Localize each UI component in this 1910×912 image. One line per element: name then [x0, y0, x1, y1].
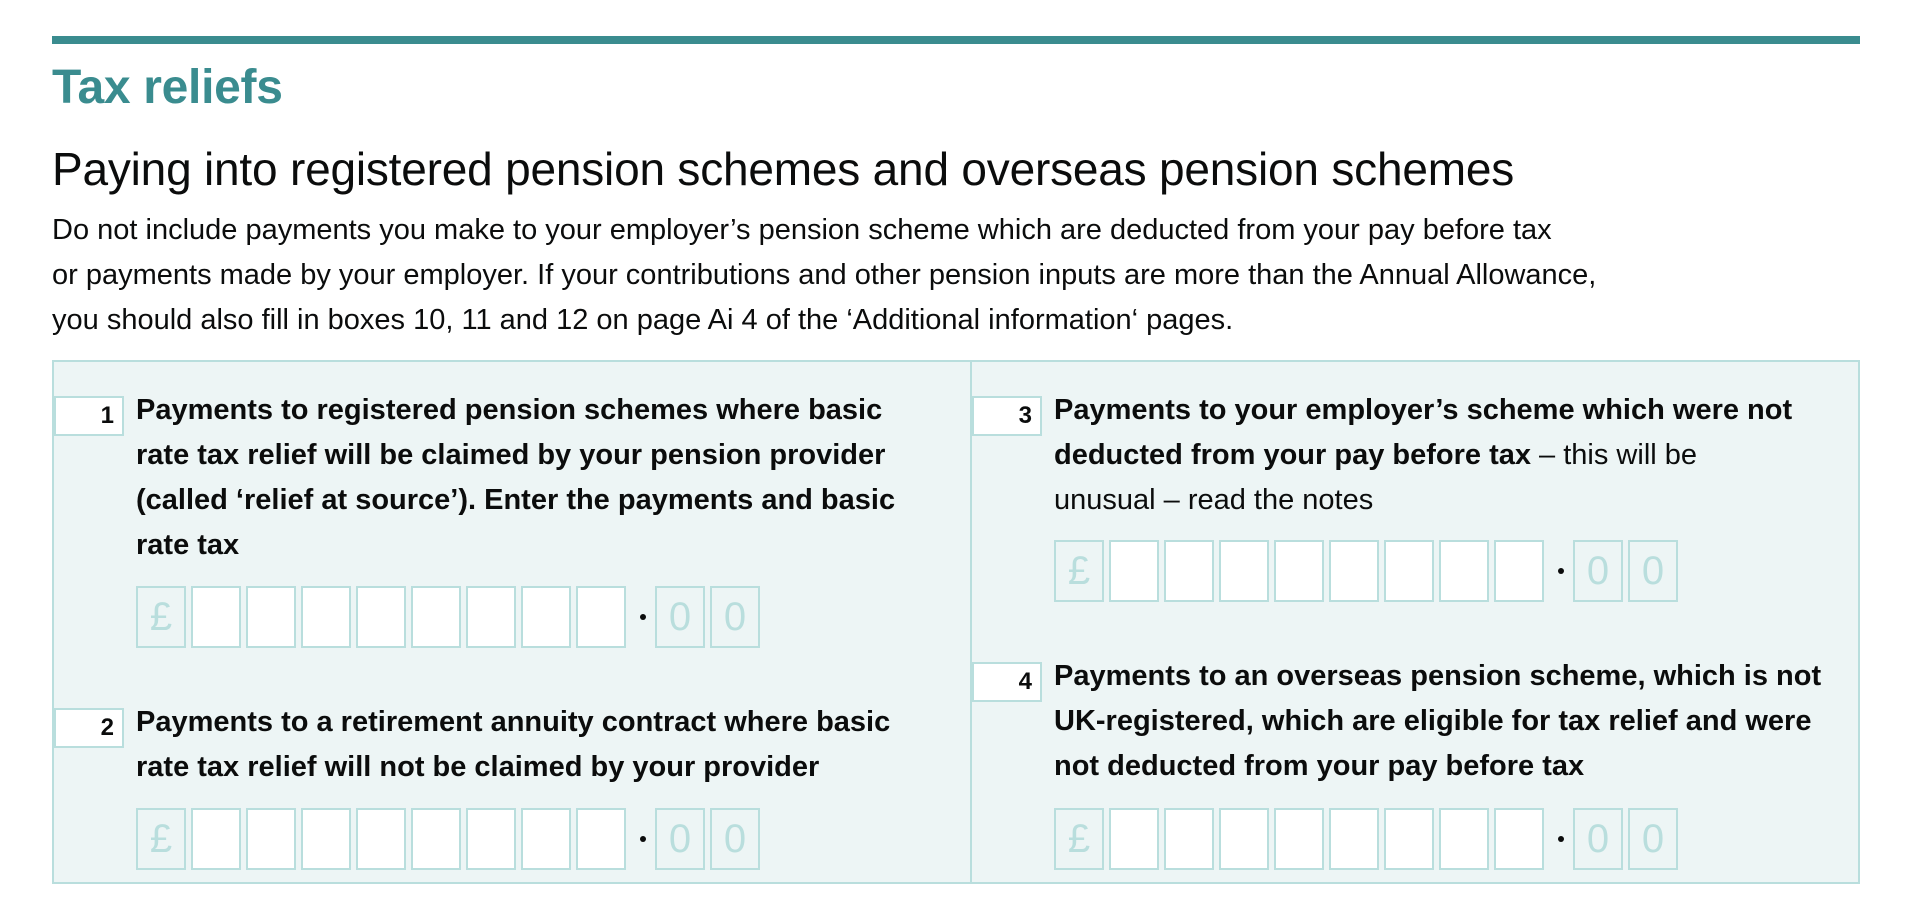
pence-digit-box: 0 [1628, 540, 1678, 602]
pounds-digit-box[interactable] [1439, 808, 1489, 870]
question-text-bold: not deducted from your pay before tax [1054, 750, 1585, 782]
pounds-digit-box[interactable] [301, 586, 351, 648]
question-1-text [136, 388, 895, 568]
pounds-digit-box[interactable] [1329, 540, 1379, 602]
decimal-point [1549, 808, 1573, 870]
question-3-text [1054, 388, 1792, 523]
intro-line: Do not include payments you make to your employer’s pension scheme which are deducted from your pay before tax [52, 214, 1552, 246]
decimal-point [631, 808, 655, 870]
question-text-bold: (called ‘relief at source’). Enter the payments and basic [136, 484, 896, 516]
question-text-normal: – this will be [1531, 439, 1698, 471]
pounds-digit-box[interactable] [1219, 540, 1269, 602]
amount-field-3[interactable] [1054, 540, 1683, 602]
pounds-digit-box[interactable] [576, 808, 626, 870]
amount-field-4[interactable] [1054, 808, 1683, 870]
pounds-digit-box[interactable] [1164, 808, 1214, 870]
pence-digit-box: 0 [710, 808, 760, 870]
pounds-digit-box[interactable] [521, 808, 571, 870]
intro-paragraph [52, 208, 1842, 343]
pence-digit-box: 0 [655, 586, 705, 648]
pounds-digit-box[interactable] [1494, 808, 1544, 870]
pounds-digit-box[interactable] [356, 808, 406, 870]
pence-digit-box: 0 [655, 808, 705, 870]
pence-digit-box: 0 [1573, 808, 1623, 870]
pounds-digit-box[interactable] [1329, 808, 1379, 870]
pence-digit-box: 0 [710, 586, 760, 648]
pounds-digit-box[interactable] [466, 808, 516, 870]
section-title: Tax reliefs [52, 61, 283, 114]
pound-sign-box: £ [136, 808, 186, 870]
box-number-2: 2 [54, 708, 124, 748]
pounds-digit-box[interactable] [191, 586, 241, 648]
pounds-digit-box[interactable] [411, 586, 461, 648]
pounds-digit-box[interactable] [1384, 808, 1434, 870]
pound-sign-box: £ [136, 586, 186, 648]
question-text-bold: rate tax [136, 529, 240, 561]
pounds-digit-box[interactable] [1219, 808, 1269, 870]
pounds-digit-box[interactable] [1439, 540, 1489, 602]
pounds-digit-box[interactable] [246, 586, 296, 648]
question-text-bold: Payments to a retirement annuity contract where basic [136, 706, 891, 738]
intro-line: you should also fill in boxes 10, 11 and 12 on page Ai 4 of the ‘Additional information‘ pages. [52, 304, 1234, 336]
pound-sign-box: £ [1054, 540, 1104, 602]
pounds-digit-box[interactable] [246, 808, 296, 870]
pounds-digit-box[interactable] [1109, 540, 1159, 602]
pounds-digit-box[interactable] [466, 586, 516, 648]
pounds-digit-box[interactable] [191, 808, 241, 870]
intro-line: or payments made by your employer. If your contributions and other pension inputs are more than the Annual Allowance, [52, 259, 1597, 291]
pounds-digit-box[interactable] [1384, 540, 1434, 602]
question-text-bold: rate tax relief will be claimed by your pension provider [136, 439, 886, 471]
decimal-point [1549, 540, 1573, 602]
amount-field-2[interactable] [136, 808, 765, 870]
decimal-point [631, 586, 655, 648]
column-divider [970, 362, 972, 882]
pence-digit-box: 0 [1573, 540, 1623, 602]
question-text-bold: Payments to an overseas pension scheme, which is not [1054, 660, 1822, 692]
box-number-4: 4 [972, 662, 1042, 702]
pound-sign-box: £ [1054, 808, 1104, 870]
question-text-bold: UK-registered, which are eligible for tax relief and were [1054, 705, 1812, 737]
question-text-bold: Payments to registered pension schemes where basic [136, 394, 883, 426]
question-text-bold: Payments to your employer’s scheme which were not [1054, 394, 1793, 426]
pounds-digit-box[interactable] [1274, 808, 1324, 870]
pension-payments-panel [52, 360, 1860, 884]
pence-digit-box: 0 [1628, 808, 1678, 870]
pounds-digit-box[interactable] [576, 586, 626, 648]
question-2-text [136, 700, 890, 790]
question-4-text [1054, 654, 1821, 789]
question-text-bold: rate tax relief will not be claimed by your provider [136, 751, 820, 783]
box-number-3: 3 [972, 396, 1042, 436]
question-text-normal: unusual – read the notes [1054, 484, 1374, 516]
amount-field-1[interactable] [136, 586, 765, 648]
pounds-digit-box[interactable] [356, 586, 406, 648]
pounds-digit-box[interactable] [411, 808, 461, 870]
question-text-bold: deducted from your pay before tax [1054, 439, 1531, 471]
pounds-digit-box[interactable] [301, 808, 351, 870]
pounds-digit-box[interactable] [1109, 808, 1159, 870]
pounds-digit-box[interactable] [1494, 540, 1544, 602]
pounds-digit-box[interactable] [1274, 540, 1324, 602]
pounds-digit-box[interactable] [521, 586, 571, 648]
pounds-digit-box[interactable] [1164, 540, 1214, 602]
box-number-1: 1 [54, 396, 124, 436]
section-subheading: Paying into registered pension schemes and overseas pension schemes [52, 143, 1515, 195]
top-rule [52, 36, 1860, 44]
